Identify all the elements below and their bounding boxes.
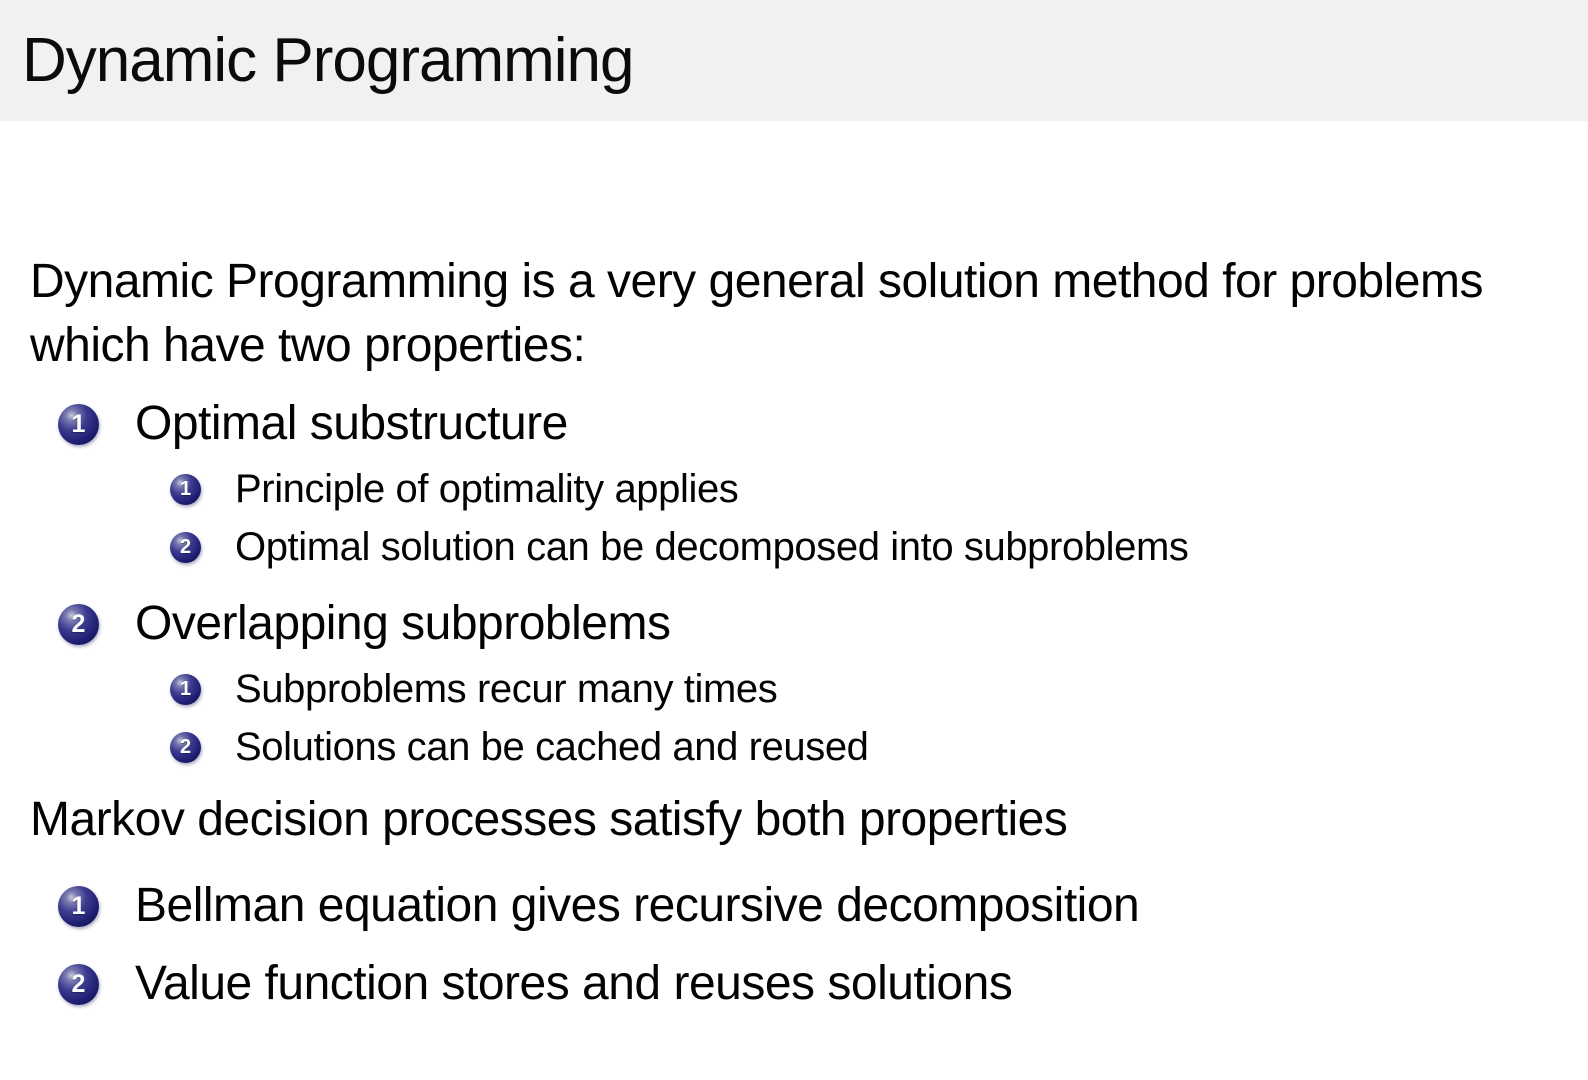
mdp-statement: Markov decision processes satisfy both properties	[30, 793, 1068, 846]
item-label: Overlapping subproblems	[135, 597, 671, 650]
item-label: Optimal solution can be decomposed into subproblems	[235, 525, 1189, 569]
list-item-value-function	[30, 952, 1558, 1016]
enum-ball-icon: 2	[170, 732, 201, 763]
enum-ball-icon: 2	[58, 604, 99, 645]
list-item-solutions-cached	[30, 718, 1558, 776]
list-item-principle-of-optimality	[30, 460, 1558, 518]
item-label: Subproblems recur many times	[235, 667, 778, 711]
item-label: Principle of optimality applies	[235, 467, 739, 511]
list-item-bellman-equation	[30, 874, 1558, 938]
slide-body	[0, 250, 1588, 1016]
item-label: Optimal substructure	[135, 397, 568, 450]
enum-ball-icon: 1	[58, 404, 99, 445]
sub-list	[30, 460, 1558, 576]
list-item-decomposed-subproblems	[30, 518, 1558, 576]
enum-ball-icon: 1	[170, 674, 201, 705]
frame-title-bar	[0, 0, 1588, 121]
intro-paragraph: Dynamic Programming is a very general solution method for problems which have two properties:	[30, 255, 1483, 372]
enum-ball-icon: 1	[58, 886, 99, 927]
item-label: Value function stores and reuses solutions	[135, 957, 1013, 1010]
enum-ball-icon: 1	[170, 474, 201, 505]
item-label: Bellman equation gives recursive decomposition	[135, 879, 1140, 932]
list-item-overlapping-subproblems	[30, 592, 1558, 656]
list-item-subproblems-recur	[30, 660, 1558, 718]
sub-list	[30, 660, 1558, 776]
item-label: Solutions can be cached and reused	[235, 725, 869, 769]
properties-list	[30, 392, 1558, 776]
frame-title: Dynamic Programming	[22, 26, 634, 95]
list-item-optimal-substructure	[30, 392, 1558, 456]
consequences-list	[30, 874, 1558, 1016]
enum-ball-icon: 2	[58, 964, 99, 1005]
enum-ball-icon: 2	[170, 532, 201, 563]
